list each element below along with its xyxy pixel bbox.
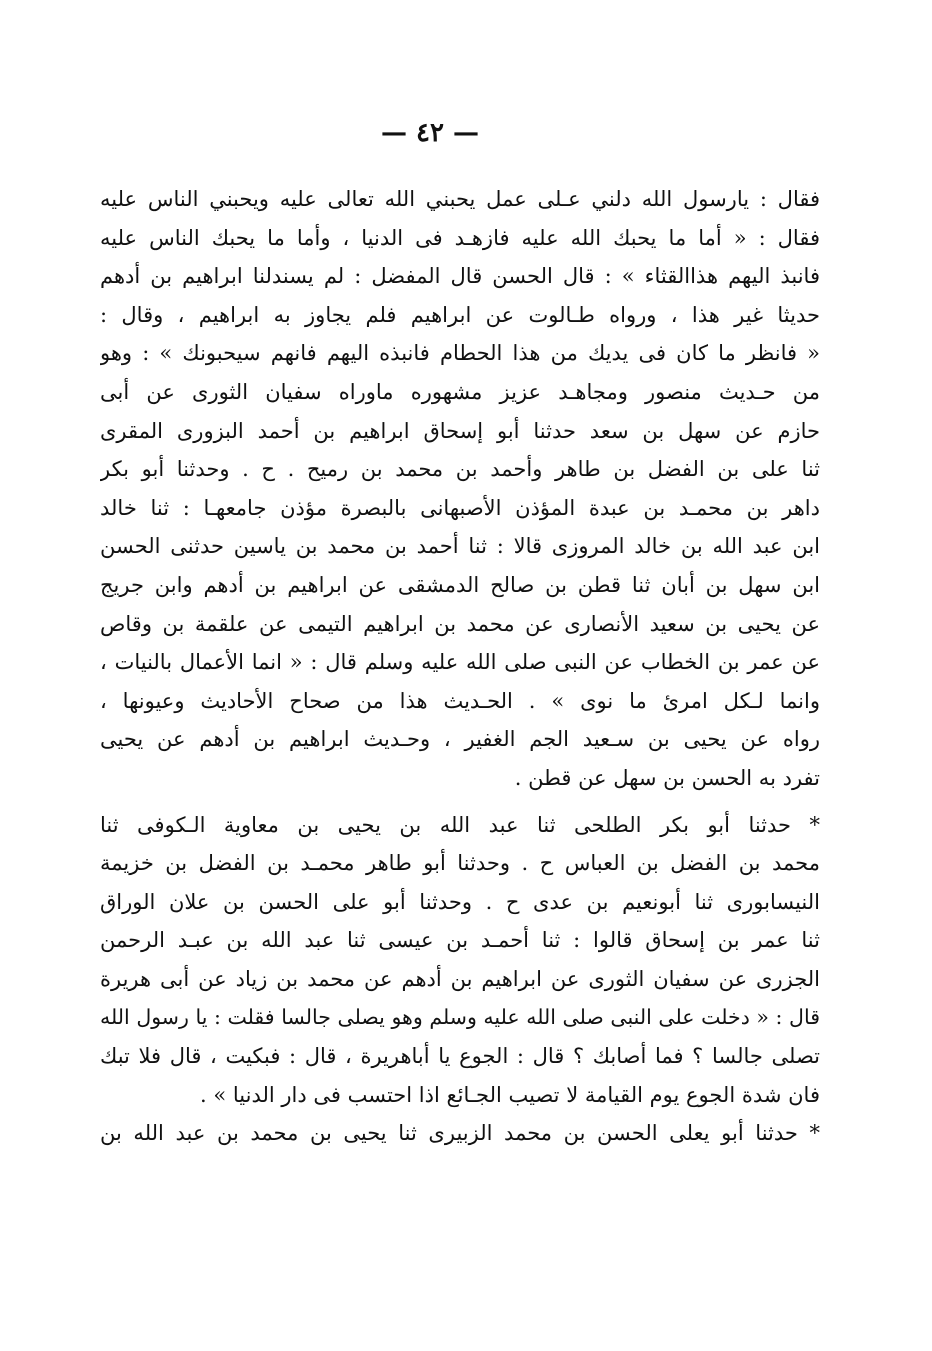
text-line: تصلى جالسا ؟ فما أصابك ؟ قال : الجوع يا أباهريرة ، قال : فبكيت ، قال فلا تبك <box>100 1044 820 1069</box>
text-line: داهر بن محمـد بن عبدة المؤذن الأصبهانى بالبصرة مؤذن جامعهـا : ثنا خالد <box>100 495 820 520</box>
text-line: محمد بن الفضل بن العباس ح . وحدثنا أبو طاهر محمـد بن الفضل بن خزيمة <box>100 851 820 876</box>
text-line: فانبذ اليهم هذاالقثاء » : قال الحسن قال المفضل : لم يسندلنا ابراهيم بن أدهم <box>100 264 820 289</box>
text-line: عن عمر بن الخطاب عن النبى صلى الله عليه وسلم قال : « انما الأعمال بالنيات ، <box>100 650 820 675</box>
text-line: فان شدة الجوع يوم القيامة لا تصيب الجـائع اذا احتسب فى دار الدنيا » . <box>199 1082 820 1107</box>
text-line: رواه عن يحيى بن سـعيد الجم الغفير ، وحـديث ابراهيم بن أدهم عن يحيى <box>100 727 820 752</box>
text-line: الجزرى عن سفيان الثورى عن ابراهيم بن أدهم عن محمد بن زياد عن أبى هريرة <box>100 966 820 991</box>
text-line: عن يحيى بن سعيد الأنصارى عن محمد بن ابراهيم التيمى عن علقمة بن وقاص <box>100 611 820 636</box>
text-line: فقال : « أما ما يحبك الله عليه فازهـد فى الدنيا ، وأما ما يحبك الناس عليه <box>100 225 820 250</box>
text-line: « فانظر ما كان فى يديك من هذا الحطام فانبذه اليهم فانهم سيحبونك » : وهو <box>100 341 820 366</box>
text-line: حازم عن سهل بن سعد حدثنا أبو إسحاق ابراهيم بن أحمد البزورى المقرى <box>100 418 820 443</box>
text-line: ابن سهل بن أبان ثنا قطن بن صالح الدمشقى عن ابراهيم بن أدهم وابن جريج <box>100 572 820 597</box>
text-line: فقال : يارسول الله دلني عـلى عمل يحبني الله تعالى عليه ويحبني الناس عليه <box>100 187 820 211</box>
text-line: وانما لـكل امرئ ما نوى » . الحـديث هذا من صحاح الأحاديث وعيونها ، <box>100 688 820 713</box>
text-line: النيسابورى ثنا أبونعيم بن عدى ح . وحدثنا أبو على الحسن بن علان الوراق <box>100 889 820 914</box>
text-line: تفرد به الحسن بن سهل عن قطن . <box>514 765 820 790</box>
text-line: ثنا على بن الفضل بن طاهر وأحمد بن محمد بن رميح . ح . وحدثنا أبو بكر <box>100 457 820 482</box>
text-line: * حدثنا أبو يعلى الحسن بن محمد الزبيرى ثنا يحيى بن محمد بن عبد الله بن <box>100 1121 820 1146</box>
page-number: — ٤٢ — <box>380 118 480 148</box>
text-line: حديثا غير هذا ، ورواه طـالوت عن ابراهيم فلم يجاوز به ابراهيم ، وقال : <box>100 302 820 327</box>
text-line: * حدثنا أبو بكر الطلحى ثنا عبد الله بن يحيى بن معاوية الـكوفى ثنا <box>100 812 820 837</box>
text-line: قال : « دخلت على النبى صلى الله عليه وسلم وهو يصلى جالسا فقلت : يا رسول الله <box>100 1005 820 1030</box>
body-text <box>100 180 820 1153</box>
text-line: من حـديث منصور ومجاهـد عزيز مشهوره ماوراه سفيان الثورى عن أبى <box>100 379 820 404</box>
text-line: ثنا عمر بن إسحاق قالوا : ثنا أحمـد بن عيسى ثنا عبد الله بن عبـد الرحمن <box>100 928 820 953</box>
text-line: ابن عبد الله بن خالد المروزى قالا : ثنا أحمد بن محمد بن ياسين حدثنى الحسن <box>100 534 820 559</box>
